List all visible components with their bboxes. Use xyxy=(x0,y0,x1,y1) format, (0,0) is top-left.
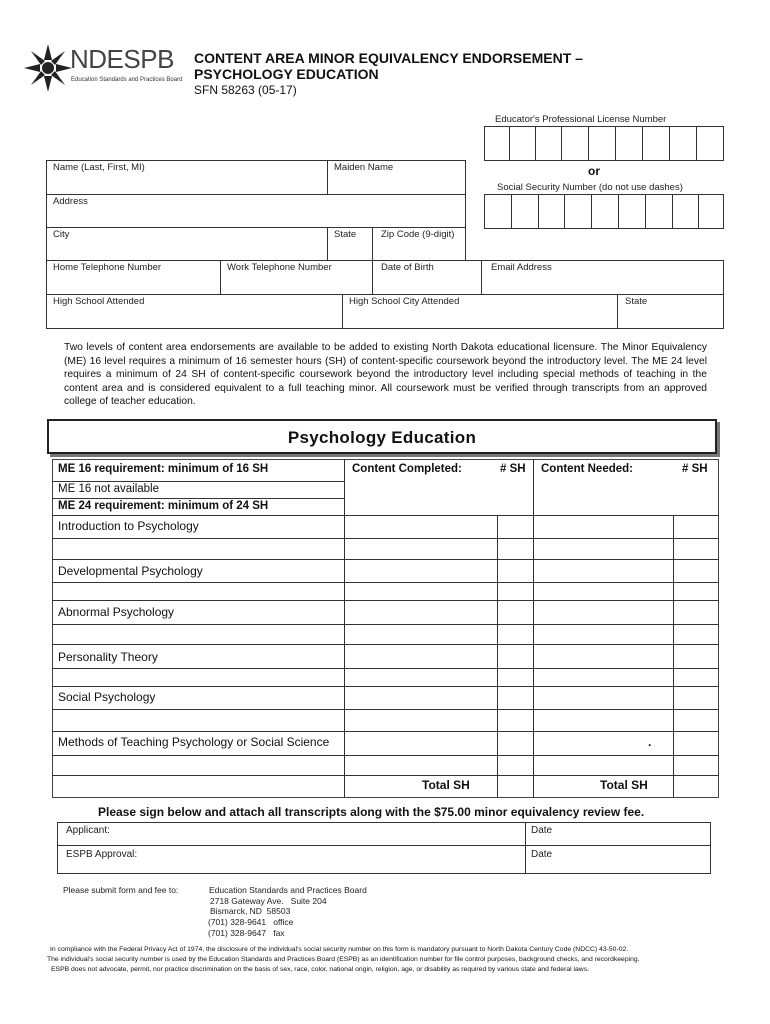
form-number: SFN 58263 (05-17) xyxy=(194,83,297,97)
name-label: Name (Last, First, MI) xyxy=(53,162,145,173)
applicant-label: Applicant: xyxy=(66,825,110,836)
espb-date-field[interactable] xyxy=(525,845,711,874)
submit-line1: Education Standards and Practices Board xyxy=(209,885,367,895)
hs-state-label: State xyxy=(625,296,648,307)
intro-paragraph: Two levels of content area endorsements are available to be added to existing North Dakota educational licensure. The Minor Equivalency (ME) 16 level requires a minimum of 16 semester hours (SH) of content-specific coursework beyond the introductory level. The ME 24 level requires a minimum of 24 SH of content-specific coursework beyond the introductory level including special methods of teaching in the content area and is considered equivalent to a full teaching minor. All coursework must be verified through transcripts from an approved college of teacher education. xyxy=(64,342,707,407)
me16-not-available: ME 16 not available xyxy=(58,483,160,495)
content-needed-header: Content Needed: xyxy=(541,463,633,475)
address-field[interactable] xyxy=(46,194,466,228)
star-logo-icon xyxy=(22,42,74,94)
ssn-label: Social Security Number (do not use dashes) xyxy=(497,182,683,193)
work-phone-label: Work Telephone Number xyxy=(227,262,332,273)
ssn-boxes[interactable] xyxy=(484,194,724,229)
footer-privacy-line1: In compliance with the Federal Privacy Act of 1974, the disclosure of the individual's social security number on this form is mandatory pursuant to North Dakota Century Code (NDCC) 43-50-02. xyxy=(50,946,629,953)
footer-privacy-line2: The individual's social security number is used by the Education Standards and Practices Board (ESPB) as an identification number for file control purposes, background checks, and recordkeeping. xyxy=(47,956,640,963)
maiden-label: Maiden Name xyxy=(334,162,394,173)
applicant-signature-field[interactable] xyxy=(57,822,526,846)
sh-header-1: # SH xyxy=(500,463,526,475)
content-completed-header: Content Completed: xyxy=(352,463,462,475)
hs-city-label: High School City Attended xyxy=(349,296,460,307)
dot-marker: . xyxy=(648,735,652,749)
section-title-box xyxy=(47,419,717,454)
submit-line3: Bismarck, ND 58503 xyxy=(210,906,291,916)
logo-text: NDESPB xyxy=(70,44,174,74)
submit-label: Please submit form and fee to: xyxy=(63,885,179,895)
me16-requirement: ME 16 requirement: minimum of 16 SH xyxy=(58,463,269,475)
city-field[interactable] xyxy=(46,227,328,261)
state-label: State xyxy=(334,229,357,240)
applicant-date-label: Date xyxy=(531,825,553,836)
submit-line5: (701) 328-9647 fax xyxy=(208,928,285,938)
course-developmental-psychology: Developmental Psychology xyxy=(58,564,203,578)
submit-line2: 2718 Gateway Ave. Suite 204 xyxy=(210,896,327,906)
course-intro-psychology: Introduction to Psychology xyxy=(58,519,199,533)
applicant-date-field[interactable] xyxy=(525,822,711,846)
espb-date-label: Date xyxy=(531,849,553,860)
espb-approval-label: ESPB Approval: xyxy=(66,849,138,860)
or-text: or xyxy=(588,164,600,178)
dob-label: Date of Birth xyxy=(381,262,434,273)
form-title-line2: PSYCHOLOGY EDUCATION xyxy=(194,66,379,82)
course-personality-theory: Personality Theory xyxy=(58,650,158,664)
total-sh-completed: Total SH xyxy=(422,778,470,792)
zip-label: Zip Code (9-digit) xyxy=(381,229,455,240)
form-title-line1: CONTENT AREA MINOR EQUIVALENCY ENDORSEMENT – xyxy=(194,50,583,66)
address-label: Address xyxy=(53,196,88,207)
footer-nondiscrimination: ESPB does not advocate, permit, nor practice discrimination on the basis of sex, race, color, national origin, religion, age, or disability as required by various state and federal laws. xyxy=(51,966,589,973)
home-phone-label: Home Telephone Number xyxy=(53,262,162,273)
section-title: Psychology Education xyxy=(287,428,477,447)
espb-logo xyxy=(22,42,192,94)
city-label: City xyxy=(53,229,70,240)
submit-line4: (701) 328-9641 office xyxy=(208,917,294,927)
course-social-psychology: Social Psychology xyxy=(58,690,156,704)
email-label: Email Address xyxy=(491,262,552,273)
total-sh-needed: Total SH xyxy=(600,778,648,792)
sign-instruction: Please sign below and attach all transcripts along with the $75.00 minor equivalency review fee. xyxy=(98,805,645,819)
me24-requirement: ME 24 requirement: minimum of 24 SH xyxy=(58,500,269,512)
license-number-boxes[interactable] xyxy=(484,126,724,161)
sh-header-2: # SH xyxy=(682,463,708,475)
license-label: Educator's Professional License Number xyxy=(495,114,667,125)
high-school-label: High School Attended xyxy=(53,296,145,307)
logo-subtitle: Education Standards and Practices Board xyxy=(71,77,183,83)
course-methods-teaching: Methods of Teaching Psychology or Social Science xyxy=(58,735,330,749)
course-abnormal-psychology: Abnormal Psychology xyxy=(58,605,175,619)
